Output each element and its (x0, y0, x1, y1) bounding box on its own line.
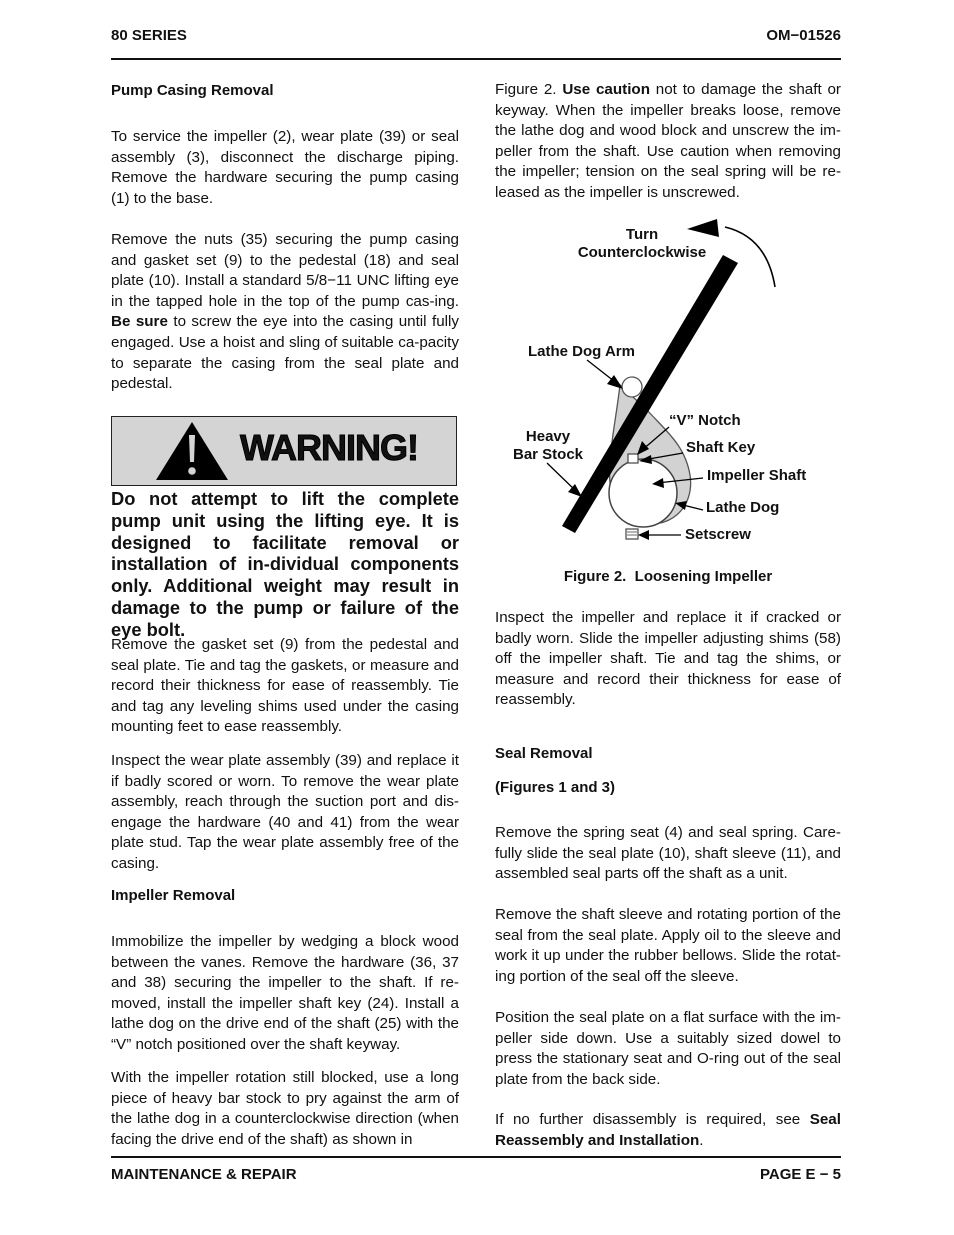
paragraph-8-text: Inspect the impeller and replace it if cracked or badly worn. Slide the impeller adjusting shims (58) off the impeller shaft. Tie and tag the shims, or measure and record their thickness for ease of reassembly. (495, 609, 841, 709)
loosening-impeller-figure (495, 215, 841, 560)
lathe-dog-arm-label: Lathe Dog Arm (528, 343, 635, 360)
paragraph-12-end: . (699, 1131, 704, 1149)
paragraph-10 (495, 905, 841, 987)
paragraph-1-text: To service the impeller (2), wear plate (39) or seal assembly (3), disconnect the discharge piping. Remove the hardware securing the pump casing (1) to the base. (111, 128, 459, 207)
impeller-removal-heading: Impeller Removal (111, 887, 236, 904)
setscrew-icon (626, 529, 638, 539)
paragraph-2-bold: Be sure (111, 313, 168, 331)
page-header (111, 27, 841, 44)
paragraph-3-text: Remove the gasket set (9) from the pedestal and seal plate. Tie and tag the gaskets, or measure and record their thickness for ease of reassembly. Tie and tag any leveling shims used under the casing mounting feet to ease reassembly. (111, 636, 459, 736)
lathe-dog-arm-end (622, 377, 642, 397)
paragraph-7 (495, 80, 841, 204)
paragraph-2-text-a: Remove the nuts (35) securing the pump casing and gasket set (9) to the pedestal (18) and seal plate (10). Install a standard 5/8−11 UNC lifting eye in the tapped hole in the top of the pump cas-ing. (111, 231, 459, 310)
paragraph-4 (111, 751, 459, 875)
seal-removal-subheading: (Figures 1 and 3) (495, 779, 616, 796)
paragraph-4-text: Inspect the wear plate assembly (39) and replace it if badly scored or worn. To remove the wear plate assembly, reach through the suction port and dis-engage the hardware (40 and 41) from the wear plate stud. Tap the wear plate assembly free of the casing. (111, 752, 459, 872)
rotation-arc (725, 227, 775, 287)
v-notch-label: “V” Notch (669, 412, 741, 429)
paragraph-6-text: With the impeller rotation still blocked, use a long piece of heavy bar stock to pry against the arm of the lathe dog in a counterclockwise direction (when facing the drive end of the shaft) as shown in (111, 1069, 459, 1148)
paragraph-7-bold: Use caution (562, 81, 650, 98)
warning-box (111, 416, 457, 486)
paragraph-10-text: Remove the shaft sleeve and rotating portion of the seal from the seal plate. Apply oil to the sleeve and work it up under the rubber bellows. Slide the rotat-ing portion of the seal off the sleeve. (495, 906, 841, 985)
page-footer (111, 1166, 841, 1183)
paragraph-7-text-a: Figure 2. (495, 81, 557, 98)
pump-casing-heading: Pump Casing Removal (111, 82, 274, 99)
figure-caption: Figure 2. Loosening Impeller (563, 568, 773, 585)
paragraph-7-text-b: not to damage the shaft or keyway. When the impeller breaks loose, remove the lathe dog and wood block and unscrew the im-peller from the shaft. Use caution when removing the impeller; tension on the seal spring will be re-leased as the impeller is unscrewed. (495, 81, 841, 201)
seal-reassembly-reference: Seal Reassembly and Installation (495, 1111, 841, 1149)
doc-number: OM−01526 (766, 27, 841, 44)
footer-rule (111, 1156, 841, 1158)
paragraph-11 (495, 1008, 841, 1090)
paragraph-12 (495, 1110, 841, 1151)
turn-label (575, 226, 709, 262)
paragraph-5 (111, 932, 459, 1056)
warning-text: Do not attempt to lift the complete pump unit using the lifting eye. It is designed to facilitate removal or installation of in-dividual components only. Additional weight may result in damage to the pump or failure of the eye bolt. (111, 488, 459, 640)
impeller-shaft-label: Impeller Shaft (707, 467, 807, 484)
paragraph-8 (495, 608, 841, 711)
paragraph-11-text: Position the seal plate on a flat surface with the im-peller side down. Use a suitably sized dowel to press the stationary seat and O-ring out of the seal plate from the back side. (495, 1009, 841, 1088)
impeller-shaft-icon (609, 459, 677, 527)
heavy-label-line1: Heavy (525, 428, 571, 445)
setscrew-label: Setscrew (685, 526, 751, 543)
paragraph-9-text: Remove the spring seat (4) and seal spring. Care-fully slide the seal plate (10), shaft sleeve (11), and assembled seal parts off the shaft as a unit. (495, 824, 841, 883)
header-rule (111, 58, 841, 60)
paragraph-1 (111, 127, 459, 209)
warning-triangle-icon (152, 418, 232, 484)
paragraph-2-text-b: to screw the eye into the casing until fully engaged. Use a hoist and sling of suitable ca-pacity to separate the casing from the seal plate and pedestal. (111, 313, 459, 393)
shaft-key-label: Shaft Key (686, 439, 756, 456)
page-number: PAGE E − 5 (759, 1166, 841, 1183)
paragraph-9 (495, 823, 841, 885)
turn-label-line1: Turn (625, 226, 659, 243)
paragraph-6 (111, 1068, 459, 1150)
lathe-dog-label: Lathe Dog (706, 499, 780, 516)
paragraph-3 (111, 635, 459, 738)
paragraph-2 (111, 230, 459, 395)
shaft-key-icon (628, 454, 638, 463)
section-label: MAINTENANCE & REPAIR (111, 1166, 297, 1183)
paragraph-12-text: If no further disassembly is required, see (495, 1111, 801, 1128)
paragraph-5-text: Immobilize the impeller by wedging a block wood between the vanes. Remove the hardware (36, 37 and 38) securing the impeller to the shaft. If re-moved, install the impeller shaft key (24). Install a lathe dog on the drive end of the shaft (25) with the “V” notch positioned over the shaft keyway. (111, 933, 459, 1053)
warning-title: WARNING! (240, 427, 418, 468)
heavy-label-line2: Bar Stock (512, 446, 584, 463)
seal-removal-heading: Seal Removal (495, 745, 593, 762)
heavy-bar-stock-label (511, 428, 585, 464)
series-label: 80 SERIES (111, 27, 187, 44)
turn-label-line2: Counterclockwise (577, 244, 707, 261)
